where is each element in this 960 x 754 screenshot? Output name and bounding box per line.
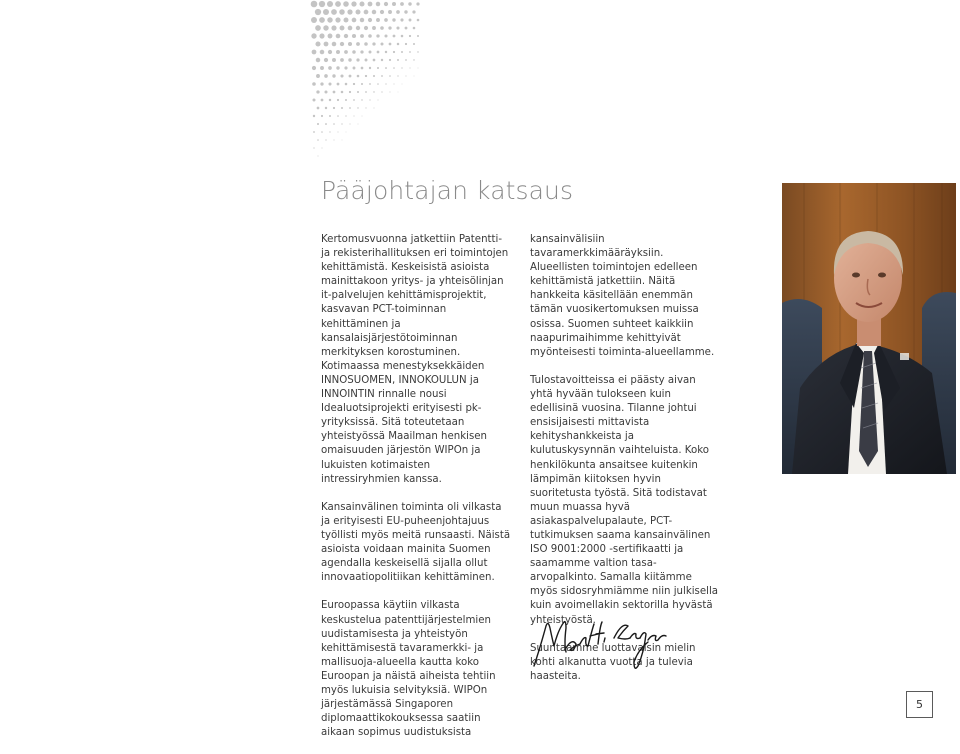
halftone-dot [329, 115, 331, 117]
halftone-dot [321, 99, 324, 102]
halftone-dot [394, 84, 395, 85]
halftone-dot [337, 131, 338, 132]
halftone-dot [385, 83, 386, 84]
halftone-dot [384, 2, 388, 6]
halftone-dot [393, 35, 396, 38]
halftone-dot [311, 1, 318, 8]
halftone-dot [372, 26, 376, 30]
halftone-dot [332, 58, 336, 62]
halftone-dot [319, 33, 324, 38]
halftone-dot [364, 26, 368, 30]
halftone-dot [341, 123, 342, 124]
halftone-dot [389, 59, 391, 61]
halftone-dot [348, 26, 353, 31]
halftone-dot [329, 99, 331, 101]
halftone-dot [313, 147, 314, 148]
halftone-dot [376, 2, 381, 7]
halftone-dot [335, 1, 341, 7]
halftone-dot [313, 115, 315, 117]
halftone-dot [317, 123, 319, 125]
halftone-dot [413, 59, 414, 60]
halftone-dot [319, 1, 325, 7]
halftone-dot [324, 58, 328, 62]
halftone-dot [315, 9, 321, 15]
page-title: Pääjohtajan katsaus [321, 176, 574, 205]
halftone-dot [337, 99, 339, 101]
page-number: 5 [906, 691, 933, 718]
halftone-dot [361, 99, 362, 100]
halftone-dot [400, 2, 404, 6]
halftone-dot [417, 51, 418, 52]
halftone-dot [349, 107, 351, 109]
halftone-dot [344, 18, 349, 23]
halftone-dot [343, 1, 349, 7]
halftone-dot [331, 9, 337, 15]
halftone-dot [353, 83, 355, 85]
halftone-dot [329, 131, 330, 132]
halftone-dot [373, 75, 375, 77]
halftone-dot [311, 33, 316, 38]
halftone-dot [412, 10, 415, 13]
halftone-dot [311, 17, 317, 23]
halftone-dot [381, 91, 382, 92]
halftone-dot [358, 124, 359, 125]
halftone-dot [344, 66, 347, 69]
halftone-dot [315, 41, 320, 46]
halftone-dot [398, 92, 399, 93]
halftone-dot [325, 139, 326, 140]
halftone-dot [321, 115, 323, 117]
halftone-dot-pattern [310, 0, 420, 175]
halftone-dot [316, 74, 320, 78]
halftone-dot [327, 1, 333, 7]
halftone-dot [413, 27, 416, 30]
halftone-dot [322, 148, 323, 149]
portrait-photo [782, 183, 956, 474]
halftone-dot [312, 82, 316, 86]
halftone-dot [380, 10, 384, 14]
halftone-dot [368, 34, 372, 38]
halftone-dot [372, 42, 375, 45]
halftone-dot [392, 18, 395, 21]
halftone-dot [396, 26, 399, 29]
halftone-dot [312, 50, 317, 55]
halftone-dot [393, 67, 395, 69]
halftone-dot [340, 26, 345, 31]
halftone-dot [409, 51, 411, 53]
halftone-dot [389, 75, 391, 77]
halftone-dot [316, 90, 319, 93]
halftone-dot [374, 108, 375, 109]
halftone-dot [373, 59, 376, 62]
halftone-dot [328, 82, 331, 85]
halftone-dot [324, 90, 327, 93]
halftone-dot [328, 50, 332, 54]
halftone-dot [417, 35, 419, 37]
halftone-dot [317, 139, 319, 141]
halftone-dot [400, 18, 403, 21]
halftone-dot [408, 2, 411, 5]
halftone-dot [388, 10, 392, 14]
halftone-dot [376, 34, 379, 37]
halftone-dot [378, 100, 379, 101]
halftone-dot [396, 10, 400, 14]
halftone-dot [390, 92, 391, 93]
halftone-dot [324, 42, 329, 47]
halftone-dot [418, 68, 419, 69]
halftone-dot [397, 43, 400, 46]
halftone-dot [340, 74, 343, 77]
halftone-dot [357, 91, 359, 93]
halftone-dot [361, 83, 363, 85]
halftone-dot [342, 140, 343, 141]
halftone-dot [385, 67, 387, 69]
halftone-dot [315, 25, 321, 31]
halftone-dot [368, 2, 373, 7]
halftone-dot [317, 107, 320, 110]
halftone-dot [372, 10, 376, 14]
halftone-dot [312, 66, 316, 70]
halftone-dot [356, 42, 360, 46]
halftone-dot [341, 107, 343, 109]
halftone-dot [325, 123, 327, 125]
paragraph: kansainvälisiin tavaramerkkimääräyksiin. Alueellisten toimintojen edelleen kehittämistä jatkettiin. Näitä hankkeita käsitellään enemmän tämän vuosikertomuksen muissa osissa. Suomen suhteet kaikkiin naapurimaihimme kehittyivät myönteisesti toiminta-alueellamme. [530, 234, 715, 358]
halftone-dot [324, 74, 328, 78]
halftone-dot [356, 26, 360, 30]
halftone-dot [369, 67, 371, 69]
halftone-dot [409, 67, 410, 68]
halftone-dot [319, 17, 325, 23]
halftone-dot [334, 140, 335, 141]
halftone-dot [405, 75, 406, 76]
halftone-dot [416, 2, 419, 5]
halftone-dot [409, 19, 412, 22]
text-column-left [321, 233, 511, 754]
halftone-dot [397, 75, 398, 76]
halftone-dot [365, 91, 367, 93]
halftone-dot [341, 91, 344, 94]
halftone-dot [389, 43, 392, 46]
halftone-dot [323, 9, 329, 15]
halftone-dot [333, 107, 335, 109]
halftone-dot [417, 19, 420, 22]
halftone-dot [401, 35, 404, 38]
halftone-dot [320, 66, 324, 70]
halftone-dot [352, 34, 356, 38]
halftone-dot [345, 99, 347, 101]
halftone-dot [333, 123, 335, 125]
halftone-dot [360, 34, 364, 38]
halftone-dot [377, 83, 379, 85]
halftone-dot [357, 107, 358, 108]
halftone-dot [365, 59, 368, 62]
halftone-dot [353, 67, 356, 70]
halftone-dot [332, 42, 337, 47]
halftone-dot [397, 59, 399, 61]
halftone-dot [401, 51, 403, 53]
paragraph: Euroopassa käytiin vilkasta keskustelua patenttijärjestelmien uudistamisesta ja yhteistyön kehittämisestä tavaramerkki- ja mallisuoja-alueella kautta koko Euroopan ja näistä aiheista tehtiin myös lukuisia selvityksiä. WIPOn järjestämässä Singaporen diplomaattikokouksessa saatiin aikaan sopimus uudistuksista [321, 600, 496, 739]
halftone-dot [321, 131, 323, 133]
halftone-dot [313, 131, 315, 133]
paragraph: Suuntaamme luottavaisin mielin kohti alkanutta vuotta ja tulevia haasteita. [530, 642, 696, 682]
halftone-dot [337, 115, 339, 117]
halftone-dot [344, 34, 348, 38]
halftone-dot [356, 10, 361, 15]
halftone-dot [369, 99, 370, 100]
halftone-dot [320, 50, 325, 55]
halftone-dot [340, 58, 344, 62]
halftone-dot [409, 35, 411, 37]
halftone-dot [349, 123, 350, 124]
paragraph: Kertomusvuonna jatkettiin Patentti- ja rekisterihallituksen eri toimintojen kehittämistä. Keskeisistä asioista mainittakoon yritys- ja yhteisölinjan it-palvelujen kehittämisprojektit, kasvavan PCT-toiminnan kehittäminen ja kansalaisjärjestötoiminnan merkityksen korostuminen. Kotimaassa menestyksekkäiden INNOSUOMEN, INNOKOULUN ja INNOINTIN rinnalle nousi Idealuotsiprojekti erityisesti pk-yrityksissä. Sitä toteutetaan yhteistyössä Maailman henkisen omaisuuden järjestön WIPOn ja lukuisten kotimaisten intressiryhmien kanssa. [321, 234, 509, 485]
halftone-dot [384, 34, 387, 37]
halftone-dot [351, 1, 356, 6]
halftone-dot [349, 91, 351, 93]
halftone-dot [384, 18, 388, 22]
halftone-dot [332, 74, 335, 77]
halftone-dot [333, 91, 336, 94]
halftone-dot [364, 42, 368, 46]
halftone-dot [320, 82, 323, 85]
halftone-dot [359, 1, 364, 6]
halftone-dot [360, 50, 363, 53]
halftone-dot [316, 58, 321, 63]
halftone-dot [377, 67, 379, 69]
halftone-dot [362, 116, 363, 117]
halftone-dot [331, 25, 336, 30]
halftone-dot [385, 51, 387, 53]
paragraph: Kansainvälinen toiminta oli vilkasta ja erityisesti EU-puheenjohtajuus työllisti myös meitä runsaasti. Näistä asioista voidaan mainita Suomen agendalla keskeisellä sijalla ollut innovaatiopolitiikan kehittäminen. [321, 501, 511, 584]
halftone-dot [336, 34, 341, 39]
halftone-dot [405, 59, 407, 61]
halftone-dot [373, 91, 374, 92]
halftone-dot [364, 10, 369, 15]
halftone-dot [369, 51, 372, 54]
halftone-dot [357, 75, 360, 78]
halftone-dot [413, 43, 415, 45]
halftone-dot [327, 17, 332, 22]
halftone-dot [336, 66, 339, 69]
halftone-dot [393, 51, 395, 53]
halftone-dot [335, 17, 340, 22]
halftone-dot [388, 26, 391, 29]
halftone-dot [353, 115, 354, 116]
halftone-dot [337, 83, 340, 86]
halftone-dot [381, 59, 383, 61]
halftone-dot [405, 27, 408, 30]
signature [530, 608, 670, 674]
halftone-dot [328, 34, 333, 39]
halftone-dot [414, 76, 415, 77]
halftone-dot [377, 51, 380, 54]
paragraph: Tulostavoitteissa ei päästy aivan yhtä hyvään tulokseen kuin edellisinä vuosina. Tilanne johtui ensisijaisesti mittavista kehityshankkeista ja kulutuskysynnän vaihteluista. Koko henkilökunta ansaitsee kuitenkin lämpimän kiitoksen hyvin suoritetusta työstä. Sitä todistavat muun muassa hyvä asiakaspalvelupalaute, PCT-tutkimuksen saama kansainvälinen ISO 9001:2000 -sertifikaatti ja saamamme valtion tasa-arvopalkinto. Samalla kiitämme myös sidosryhmiämme niin julkisella kuin avoimellakin sektorilla hyvästä yhteistyöstä. [530, 374, 719, 626]
halftone-dot [344, 50, 348, 54]
halftone-dot [361, 67, 364, 70]
halftone-dot [404, 10, 407, 13]
halftone-dot [352, 50, 356, 54]
halftone-dot [340, 42, 344, 46]
halftone-dot [323, 25, 328, 30]
halftone-dot [369, 83, 371, 85]
halftone-dot [368, 18, 372, 22]
halftone-dot [318, 156, 319, 157]
halftone-dot [360, 18, 364, 22]
halftone-dot [352, 18, 357, 23]
halftone-dot [380, 26, 384, 30]
halftone-dot [380, 42, 383, 45]
halftone-dot [313, 99, 316, 102]
halftone-dot [353, 99, 355, 101]
halftone-dot [347, 9, 352, 14]
halftone-dot [336, 50, 340, 54]
halftone-dot [402, 84, 403, 85]
halftone-dot [325, 107, 327, 109]
halftone-dot [345, 83, 348, 86]
halftone-dot [381, 75, 383, 77]
halftone-dot [392, 2, 396, 6]
halftone-dot [365, 75, 367, 77]
halftone-dot [401, 67, 402, 68]
halftone-dot [365, 107, 366, 108]
halftone-dot [349, 75, 352, 78]
halftone-dot [356, 58, 359, 61]
halftone-dot [345, 115, 346, 116]
halftone-dot [339, 9, 345, 15]
halftone-dot [328, 66, 332, 70]
halftone-dot [376, 18, 380, 22]
halftone-dot [348, 58, 351, 61]
halftone-dot [405, 43, 407, 45]
halftone-dot [346, 132, 347, 133]
halftone-dot [348, 42, 352, 46]
